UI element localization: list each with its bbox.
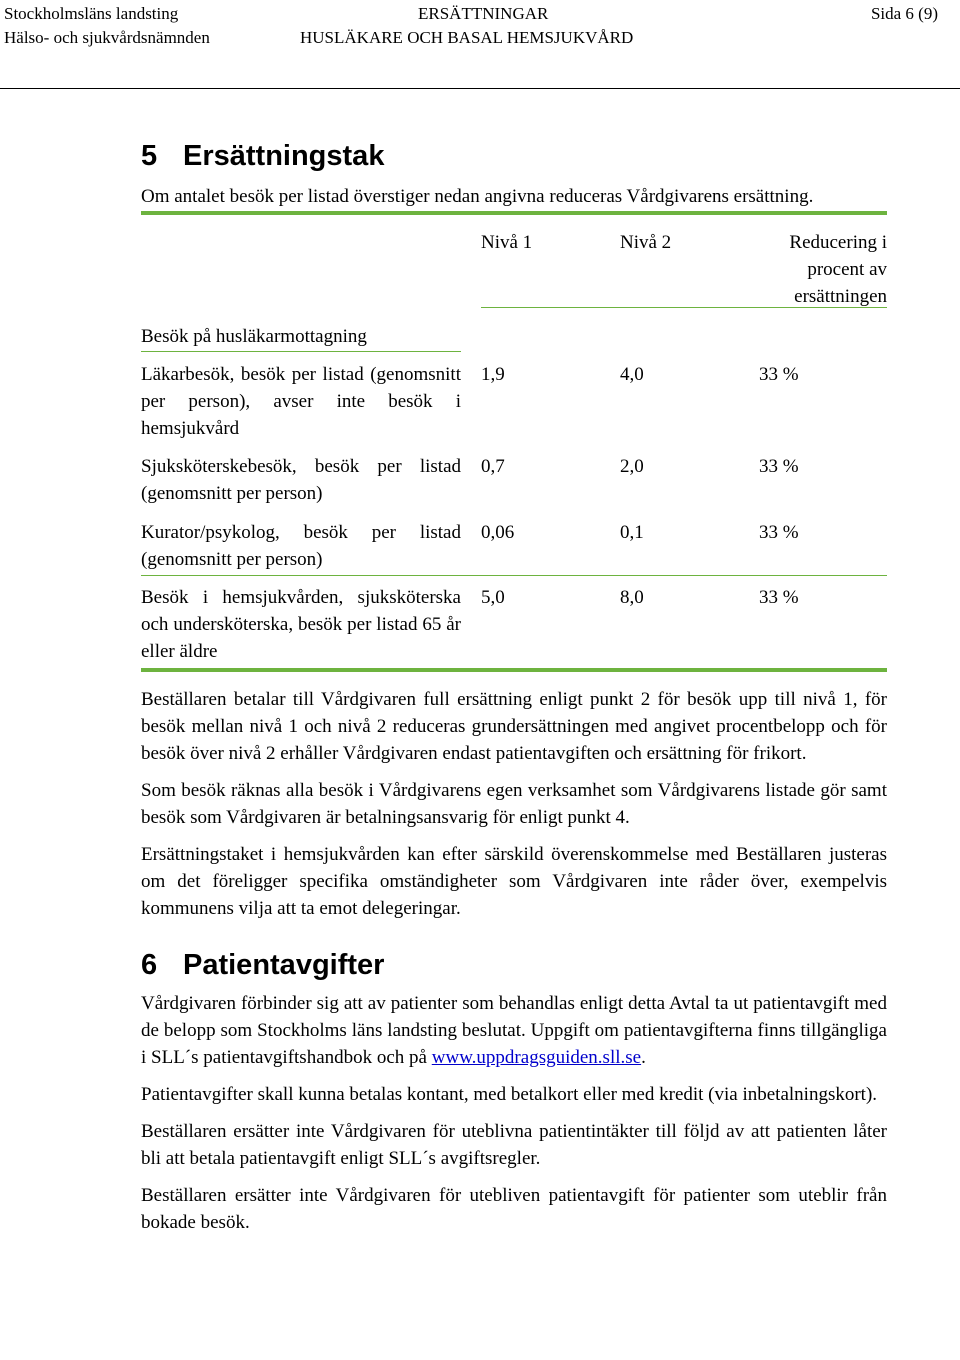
body-paragraph: Patientavgifter skall kunna betalas kontant, med betalkort eller med kredit (via inbetalningskort).	[141, 1084, 878, 1105]
header-document-title	[300, 2, 633, 50]
row-reduction: 33 %	[759, 522, 799, 543]
section-5-heading	[141, 138, 887, 174]
row-level2: 4,0	[620, 364, 644, 385]
table-row	[141, 576, 887, 668]
row-level2: 0,1	[620, 522, 644, 543]
header-divider	[0, 88, 960, 89]
page-header	[0, 0, 960, 90]
header-divider-line	[481, 307, 887, 308]
table-section-row	[141, 311, 887, 353]
row-label: Sjuksköterskebesök, besök per listad (genomsnitt per person)	[141, 456, 461, 504]
body-paragraph: Beställaren ersätter inte Vårdgivaren för uteblivna patientintäkter till följd av att patienten låter bli att betala patientavgift enligt SLL´s avgiftsregler.	[141, 1121, 887, 1169]
table-bottom-rule	[141, 668, 887, 672]
col-header-level2: Nivå 2	[620, 232, 672, 253]
row-reduction: 33 %	[759, 587, 799, 608]
row-label: Besök i hemsjukvården, sjuksköterska och undersköterska, besök per listad 65 år eller äldre	[141, 587, 461, 662]
section-6-title: Patientavgifter	[183, 949, 385, 981]
section-5-title: Ersättningstak	[183, 140, 385, 172]
header-organization	[4, 2, 210, 50]
header-org-line2: Hälso- och sjukvårdsnämnden	[4, 28, 210, 47]
ceiling-table	[141, 211, 887, 672]
header-title-line2: HUSLÄKARE OCH BASAL HEMSJUKVÅRD	[300, 28, 634, 47]
row-level1: 5,0	[481, 587, 505, 608]
body-paragraph: Beställaren betalar till Vårdgivaren full ersättning enligt punkt 2 för besök upp till nivå 1, för besök mellan nivå 1 och nivå 2 reduceras grundersättningen med angivet procentbelopp och för besök över nivå 2 erhåller Vårdgivaren endast patientavgiften och ersättning för frikort.	[141, 689, 887, 764]
col-header-level1: Nivå 1	[481, 232, 533, 253]
section-5-number: 5	[141, 140, 158, 172]
row-label: Läkarbesök, besök per listad (genomsnitt per person), avser inte besök i hemsjukvård	[141, 364, 461, 439]
row-level1: 1,9	[481, 364, 505, 385]
section-label: Besök på husläkarmottagning	[141, 326, 367, 347]
row-label: Kurator/psykolog, besök per listad (genomsnitt per person)	[141, 522, 461, 570]
body-paragraph: Ersättningstaket i hemsjukvården kan efter särskild överenskommelse med Beställaren justeras om det föreligger specifika omständigheter som Vårdgivaren inte råder över, exempelvis kommunens vilja att ta emot delegeringar.	[141, 844, 887, 919]
row-reduction: 33 %	[759, 456, 799, 477]
body-paragraph: Som besök räknas alla besök i Vårdgivarens egen verksamhet som Vårdgivarens listade gör samt besök som Vårdgivaren är betalningsansvarig för enligt punkt 4.	[141, 780, 887, 828]
table-row	[141, 445, 887, 511]
body-paragraph	[141, 990, 887, 1071]
header-title-line1: ERSÄTTNINGAR	[418, 4, 549, 23]
paragraph-text: Vårdgivaren förbinder sig att av patienter som behandlas enligt detta Avtal ta ut patientavgift med de belopp som Stockholms läns landsting beslutat. Uppgift om patientavgifterna finns tillgängliga i SLL´s patientavgiftshandbok och på	[141, 993, 887, 1068]
row-level1: 0,06	[481, 522, 515, 543]
page-content	[141, 138, 887, 1236]
row-level2: 2,0	[620, 456, 644, 477]
paragraph-end: .	[641, 1047, 646, 1068]
table-row	[141, 353, 887, 445]
table-header-row	[141, 215, 887, 311]
col-header-reduction: Reducering i procent av ersättningen	[789, 232, 887, 307]
row-reduction: 33 %	[759, 364, 799, 385]
section-5-intro: Om antalet besök per listad överstiger nedan angivna reduceras Vårdgivarens ersättning.	[141, 186, 814, 207]
row-level2: 8,0	[620, 587, 644, 608]
row-level1: 0,7	[481, 456, 505, 477]
header-org-line1: Stockholmsläns landsting	[4, 4, 179, 23]
table-row	[141, 511, 887, 576]
page-number: Sida 6 (9)	[870, 4, 938, 23]
section-6-heading	[141, 947, 887, 983]
uppdragsguiden-link[interactable]: www.uppdragsguiden.sll.se	[431, 1047, 642, 1068]
section-6-number: 6	[141, 949, 158, 981]
body-paragraph: Beställaren ersätter inte Vårdgivaren för utebliven patientavgift för patienter som uteblir från bokade besök.	[141, 1185, 887, 1233]
section-divider-line	[141, 351, 461, 352]
